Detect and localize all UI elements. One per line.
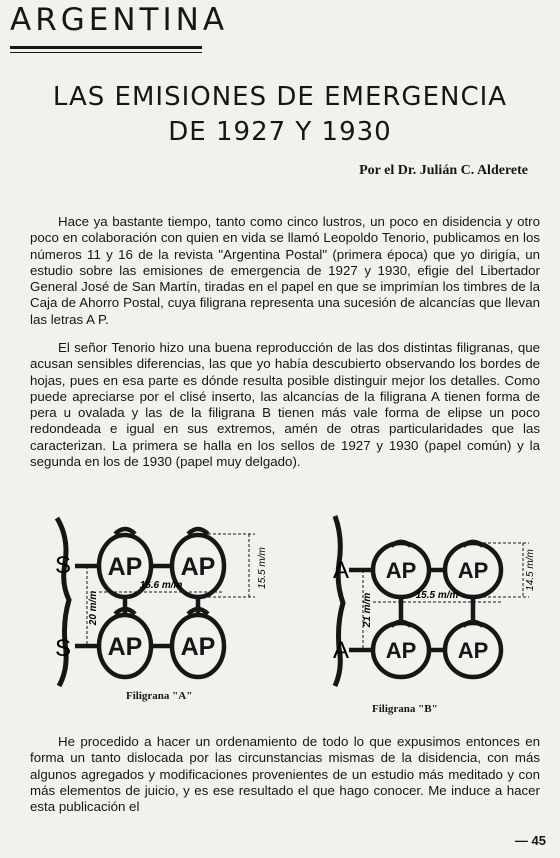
section-header: [10, 2, 228, 38]
header-rule: [10, 46, 202, 49]
fig-a-dim-height: 15.5 m/m: [257, 547, 268, 589]
watermark-figure-b: [333, 508, 536, 688]
fig-b-bank-letters: AP: [385, 558, 417, 583]
section-country: ARGENTINA: [10, 2, 229, 38]
fig-b-dim-vertical: 21 m/m: [362, 592, 373, 628]
fig-a-dim-width: 16.6 m/m: [139, 580, 183, 591]
article-title-line2: DE 1927 Y 1930: [168, 117, 392, 147]
fig-a-edge-letter-top: S: [55, 552, 72, 579]
fig-b-edge-letter-top: A: [333, 557, 350, 584]
figure-a-caption: Filigrana "A": [126, 690, 193, 702]
fig-a-bank-letters: AP: [180, 633, 216, 661]
fig-a-bank-letters: AP: [107, 633, 143, 661]
fig-a-edge-letter-bottom: S: [55, 635, 72, 662]
paragraph-3: He procedido a hacer un ordenamiento de todo lo que expusimos entonces en forma un tanto dislocada por las circunstancias mismas de la disidencia, con más algunos agregados y modificaciones provenientes de un estudio más meditado y con más elementos de juicio, y es ese resultado el que hago conocer. Me induce a hacer esta publicación el: [30, 734, 540, 815]
fig-a-bank-letters: AP: [180, 553, 216, 581]
fig-b-bank-letters: AP: [457, 638, 489, 663]
figure-b-caption: Filigrana "B": [372, 703, 438, 715]
fig-b-bank-letters: AP: [457, 558, 489, 583]
paragraph-2: El señor Tenorio hizo una buena reproducción de las dos distintas filigranas, que acusan sensibles diferencias, las que yo había descubierto observando los bordes de hojas, pues en esa parte es dónde resulta posible distinguir mejor los detalles. Como puede apreciarse por el clisé inserto, las alcancías de la filigrana A tienen forma de pera u ovalada y las de la filigrana B tienen más vale forma de elipse un poco redondeada e igual en sus extremos, amén de otras particularidades que las caracterizan. La primera se halla en los sellos de 1927 y 1930 (papel común) y la segunda en los de 1930 (papel muy delgado).: [30, 340, 540, 470]
fig-a-bank-letters: AP: [107, 553, 143, 581]
fig-b-edge-letter-bottom: A: [333, 637, 350, 664]
fig-b-dim-width: 15.5 m/m: [415, 590, 459, 601]
article-byline: Por el Dr. Julián C. Alderete: [359, 163, 528, 178]
article-title-line1: LAS EMISIONES DE EMERGENCIA: [52, 82, 508, 112]
watermark-figure-a: [55, 508, 270, 688]
paragraph-1: Hace ya bastante tiempo, tanto como cinco lustros, un poco en disidencia y otro poco en colaboración con quien en vida se llamó Leopoldo Tenorio, publicamos en los números 11 y 16 de la revista "Argentina Postal" (primera época) que yo dirigía, un estudio sobre las emisiones de emergencia de 1927 y 1930, efigie del Libertador General José de San Martín, tiradas en el papel en que se imprimían los timbres de la Caja de Ahorro Postal, cuya filigrana representa una sucesión de alcancías que llevan las letras A P.: [30, 214, 540, 327]
fig-b-dim-height: 14.5 m/m: [525, 549, 536, 591]
header-rule-thin: [10, 52, 202, 53]
fig-a-dim-vertical: 20 m/m: [88, 590, 99, 626]
fig-b-bank-letters: AP: [385, 638, 417, 663]
page-number: — 45: [514, 833, 546, 848]
